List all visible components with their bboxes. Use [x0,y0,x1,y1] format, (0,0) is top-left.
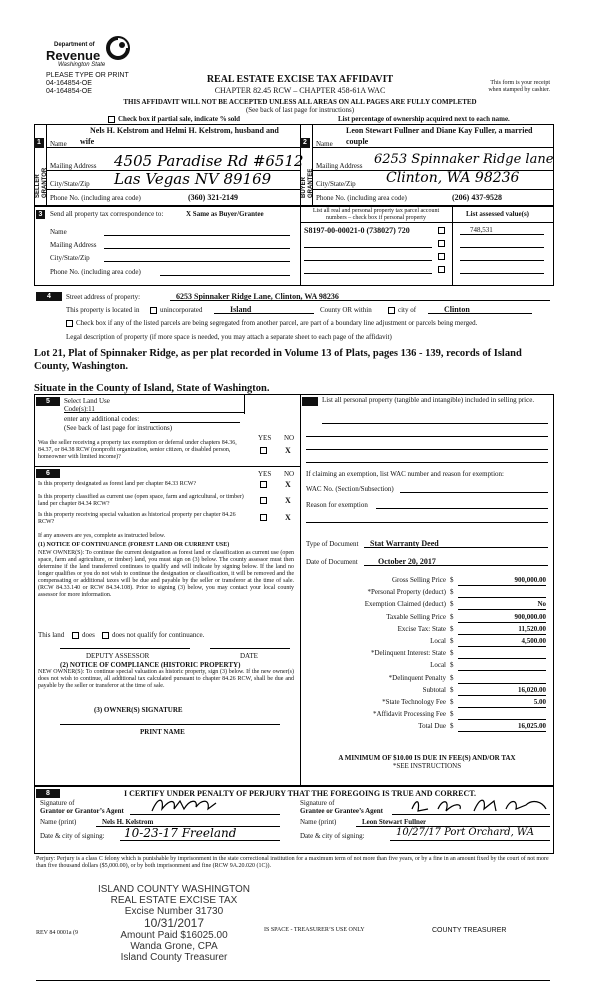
if-any-yes-text: If any answers are yes, complete as instructed below. [38,533,166,539]
seller-name-1: Nels H. Kelstrom and Helmi H. Kelstrom, husband and [90,126,279,135]
property-street: 6253 Spinnaker Ridge Lane, Clinton, WA 98236 [176,292,339,301]
tax-row-dollar-sign: $ [450,600,454,609]
dor-swirl-icon [106,36,130,60]
tax-row [300,598,550,610]
land-use-see-back: (See back of last page for instructions) [64,424,173,432]
stamp-line-1: ISLAND COUNTY WASHINGTON [97,884,251,895]
tax-row [300,574,550,586]
tax-row-label: Local [430,661,446,670]
tax-row-value: 900,000.00 [458,576,546,586]
tax-row-label: *Affidavit Processing Fee [373,710,446,719]
tax-row-value: 900,000.00 [458,613,546,623]
section-4-tag: 4 [36,292,62,301]
exemption-question: Was the seller receiving a property tax exemption or deferral under chapters 84.36, 84.37, or 84.38 RCW (nonprofit organization, senior citizen, or disabled person, homeowner with limited income)? [38,440,237,460]
tax-row [300,586,550,598]
notice-1-body: NEW OWNER(S): To continue the current designation as forest land or classification as current use (open space, farm and agriculture, or timber) land, you must sign on (3) below. The county assessor must then determine if the land transferred continues to qualify and will indicate by signing below. If the land no longer qualifies or you do not wish to continue the designation or classification, it will be removed and the compensating or additional taxes will be due and payable by the seller or transferor at the time of sale. (RCW 84.33.140 or RCW 84.34.108). Prior to signing (3) below, you may contact your local county assessor for more information. [38,550,294,598]
grantor-date-city: 10-23-17 Freeland [124,826,237,840]
doc-date-label: Date of Document [306,558,358,566]
tax-row-label: Gross Selling Price [391,576,446,584]
tax-row [300,635,550,647]
stamp-line-2: REAL ESTATE EXCISE TAX [110,895,238,906]
does-not-label: does not qualify for continuance. [112,631,205,639]
county-treasurer-label: COUNTY TREASURER [432,927,507,934]
tax-row-value: 4,500.00 [458,637,546,647]
legal-description-1: Lot 21, Plat of Spinnaker Ridge, as per plat recorded in Volume 13 of Plats, pages 136 - 139, records of Island [34,348,522,359]
stamp-line-7: Island County Treasurer [120,952,228,963]
doc-type-label: Type of Document [306,540,359,548]
corr-name-label: Name [50,228,67,236]
tax-row-label: Excise Tax: State [397,624,446,633]
notice-1-title: (1) NOTICE OF CONTINUANCE (FOREST LAND OR CURRENT USE) [38,542,230,548]
current-use-answer: X [285,496,291,505]
doc-date: October 20, 2017 [378,557,436,566]
stamp-line-5: Amount Paid $16025.00 [120,930,228,941]
unincorporated-label: unincorporated [160,306,203,314]
section-3-tag: 3 [36,210,45,219]
forest-land-yes-checkbox[interactable] [260,481,267,488]
historic-question: Is this property receiving special valuation as historical property per chapter 84.26 RCW? [38,512,236,525]
segregated-checkbox[interactable] [66,320,73,327]
s6-yes-header: YES [258,470,272,478]
buyer-phone: (206) 437-9528 [452,193,502,202]
treasurer-use-only: IS SPACE - TREASURER’S USE ONLY [264,927,365,933]
notice-2-title: (2) NOTICE OF COMPLIANCE (HISTORIC PROPERTY) [60,661,241,669]
city-of-checkbox[interactable] [388,307,395,314]
exemption-yes-checkbox[interactable] [260,447,267,454]
section-8-tag: 8 [36,789,60,798]
receipt-note-2: when stamped by cashier. [488,87,550,93]
tax-row-value: 16,020.00 [458,686,546,696]
tax-row [300,708,550,720]
see-instructions-text: *SEE INSTRUCTIONS [392,762,462,770]
tax-row-value [458,649,546,659]
does-not-checkbox[interactable] [102,632,109,639]
partial-sale-label: Check box if partial sale, indicate % [118,115,227,123]
seller-phone: (360) 321-2149 [188,193,238,202]
tax-row [300,672,550,684]
form-chapter: CHAPTER 82.45 RCW – CHAPTER 458-61A WAC [214,86,386,95]
tax-row-dollar-sign: $ [450,722,454,731]
seller-city: Las Vegas NV 89169 [114,170,272,188]
parcel-personal-checkbox-1[interactable] [438,227,445,234]
tax-table [300,574,550,734]
land-use-no-header: NO [284,434,295,442]
list-percentage-label: List percentage of ownership acquired next to each name. [338,115,510,123]
stamp-line-6: Wanda Grone, CPA [130,941,218,952]
owner-signature-label: (3) OWNER(S) SIGNATURE [94,706,183,714]
tax-row-dollar-sign: $ [450,576,454,584]
s6-no-header: NO [284,470,295,478]
grantor-name: Nels H. Kelstrom [102,818,154,826]
partial-sold-label: sold [228,115,241,123]
seller-city-label: City/State/Zip [50,180,90,188]
tax-row-dollar-sign: $ [450,685,454,694]
minimum-due-text: A MINIMUM OF $10.00 IS DUE IN FEE(S) AND/OR TAX [338,754,516,762]
city-of-label: city of [398,306,417,314]
tax-row-dollar-sign: $ [450,673,454,682]
tax-row-value: 5.00 [458,698,546,708]
current-use-question: Is this property classified as current use (open space, farm and agricultural, or timber) land per chapter 84.34 RCW? [38,494,244,507]
tax-row-value: No [458,600,546,610]
corr-phone-label: Phone No. (including area code) [50,268,141,276]
unincorporated-checkbox[interactable] [150,307,157,314]
tax-row-label: *Delinquent Interest: State [370,649,446,658]
tax-row-label: *Personal Property (deduct) [367,588,446,597]
buyer-side-label: BUYER GRANTEE [301,168,314,198]
parcel-personal-checkbox-3[interactable] [438,253,445,260]
buyer-address-label: Mailing Address [316,162,363,170]
certify-text: I CERTIFY UNDER PENALTY OF PERJURY THAT THE FOREGOING IS TRUE AND CORRECT. [123,789,476,798]
seller-address-label: Mailing Address [50,162,97,170]
doc-type: Stat Warranty Deed [370,539,439,548]
section-5-tag: 5 [36,397,60,406]
please-type: PLEASE TYPE OR PRINT [46,72,129,79]
tax-row-value [458,710,546,720]
legal-label: Legal description of property (if more space is needed, you may attach a separate sheet to each page of the affidavit) [66,333,392,341]
tax-row [300,659,550,671]
additional-codes-label: enter any additional codes: [64,415,140,423]
tax-row-label: *Delinquent Penalty [388,673,446,682]
tax-row [300,623,550,635]
agency-dept: Department of [54,42,95,48]
parcel-header: List all real and personal property tax parcel account numbers – check box if personal property [312,208,440,221]
grantee-date-label: Date & city of signing: [300,832,365,840]
parcel-personal-checkbox-2[interactable] [438,240,445,247]
tax-row-dollar-sign: $ [450,661,454,670]
grantor-signature [150,795,230,815]
buyer-name-1: Leon Stewart Fullner and Diane Kay Fuller, a married [346,126,533,135]
section-6-tag: 6 [36,469,60,478]
tax-row [300,684,550,696]
grantee-signature [410,795,550,815]
seller-name-2: wife [80,137,95,146]
located-text: This property is located in [66,306,140,314]
section-1-tag: 1 [34,138,44,148]
deputy-assessor-label: DEPUTY ASSESSOR [86,652,150,660]
print-name-label: PRINT NAME [140,728,185,736]
rev-form-number: REV 84 0001a (9 [36,930,79,936]
historic-yes-checkbox[interactable] [260,514,267,521]
tax-row-label: Total Due [418,722,446,731]
stamp-line-4: 10/31/2017 [143,916,205,930]
corr-mailing-label: Mailing Address [50,241,97,249]
section-2-tag: 2 [300,138,310,148]
seller-side-label: SELLER GRANTOR [35,167,48,198]
buyer-city-label: City/State/Zip [316,180,356,188]
property-city: Clinton [444,305,470,314]
parcel-personal-checkbox-4[interactable] [438,266,445,273]
grantor-sig-label-2: Grantor or Grantor’s Agent [40,807,124,815]
tax-row-value [458,674,546,684]
historic-answer: X [285,513,291,522]
tax-row-value [458,588,546,598]
grantee-sig-label-1: Signature of [300,799,335,807]
legal-description-2: County, Washington. [34,361,129,372]
grantee-sig-label-2: Grantee or Grantee’s Agent [300,807,384,815]
agency-name: Revenue [46,48,101,63]
buyer-name-label: Name [316,140,333,148]
parcel-number: S8197-00-00021-0 (738027) 720 [304,226,410,235]
property-county: Island [230,305,252,314]
warning-text: THIS AFFIDAVIT WILL NOT BE ACCEPTED UNLESS ALL AREAS ON ALL PAGES ARE FULLY COMPLETED [123,98,477,106]
seller-name-label: Name [50,140,67,148]
notice-2-body: NEW OWNER(S): To continue special valuation as historic property, sign (3) below. If the new owner(s) does not wish to continue, all additional tax calculated pursuant to chapter 84.26 RCW, shall be due and payable by the seller or transferor at the time of sale. [38,669,294,689]
tax-row-label: Local [430,637,446,645]
perjury-text: Perjury: Perjury is a class C felony which is punishable by imprisonment in the state correctional institution for a maximum term of not more than five years, or by a fine in an amount fixed by the court of not more than five thousand dollars ($5,000.00), or by both imprisonment and fine (RCW 9A.20.020 (1C)). [36,856,549,869]
forest-land-question: Is this property designated as forest land per chapter 84.33 RCW? [38,481,197,487]
grantee-name-label: Name (print) [300,818,337,826]
forest-land-answer: X [285,480,291,489]
select-land-use: Select Land Use [64,397,110,405]
buyer-address: 6253 Spinnaker Ridge lane [374,152,554,167]
does-label: does [82,631,95,639]
form-title: REAL ESTATE EXCISE TAX AFFIDAVIT [206,74,394,85]
street-label: Street address of property: [66,293,141,301]
tax-row-label: *State Technology Fee [382,698,446,706]
tax-row [300,611,550,623]
tax-row-value: 11,520.00 [458,625,546,635]
exemption-answer: X [285,446,291,455]
tax-row [300,696,550,708]
tax-row [300,720,550,732]
tax-row-dollar-sign: $ [450,637,454,645]
buyer-city: Clinton, WA 98236 [386,170,520,186]
receipt-note-1: This form is your receipt [490,80,550,86]
wac-label: WAC No. (Section/Subsection) [306,485,394,493]
grantor-sig-label-1: Signature of [40,799,75,807]
grantee-date-city: 10/27/17 Port Orchard, WA [396,827,534,838]
exemption-claim-label: If claiming an exemption, list WAC number and reason for exemption: [306,470,504,478]
form-number-1: 04-164854-OE [46,80,92,87]
tax-row-dollar-sign: $ [450,588,454,597]
correspondence-same-as: X Same as Buyer/Grantee [186,210,264,218]
reason-label: Reason for exemption [306,501,368,509]
buyer-name-2: couple [346,137,369,146]
tax-row-label: Exemption Claimed (deduct) [364,600,446,609]
situate-text: Situate in the County of Island, State of Washington. [34,383,270,394]
tax-row-label: Taxable Selling Price [386,612,446,621]
county-or-label: County OR within [320,306,372,314]
land-use-yes-header: YES [258,434,272,442]
see-back-text: (See back of last page for instructions) [245,106,355,114]
agency-state: Washington State [58,62,106,68]
seller-phone-label: Phone No. (including area code) [50,194,141,202]
revenue-logo [46,36,136,66]
deputy-date-label: DATE [240,652,258,660]
buyer-phone-label: Phone No. (including area code) [316,194,407,202]
personal-property-label: List all personal property (tangible and intangible) included in selling price. [322,396,535,404]
tax-row-dollar-sign: $ [450,710,454,719]
form-number-2: 04-164854-OE [46,88,92,95]
tax-row-dollar-sign: $ [450,612,454,621]
this-land-label: This land [38,631,65,639]
tax-row-dollar-sign: $ [450,698,454,706]
grantor-name-label: Name (print) [40,818,77,826]
section-7-tag [302,397,318,406]
does-checkbox[interactable] [72,632,79,639]
correspondence-label: Send all property tax correspondence to: [50,210,164,218]
tax-row-label: Subtotal [422,685,446,694]
grantor-date-label: Date & city of signing: [40,832,105,840]
land-use-codes: Code(s):11 [64,405,95,413]
segregated-label: Check box if any of the listed parcels are being segregated from another parcel, are part of a boundary line adjustment or parcels being merged. [76,319,478,327]
grantee-name: Leon Stewart Fullner [362,818,427,826]
tax-row [300,647,550,659]
current-use-yes-checkbox[interactable] [260,497,267,504]
assessed-header: List assessed value(s) [466,210,530,218]
tax-row-value: 16,025.00 [458,722,546,732]
tax-row-dollar-sign: $ [450,649,454,658]
tax-row-dollar-sign: $ [450,624,454,633]
seller-address: 4505 Paradise Rd #6512 [114,152,304,170]
corr-city-label: City/State/Zip [50,254,90,262]
partial-sale-checkbox[interactable] [108,116,115,123]
assessed-value: 748,531 [470,226,493,234]
treasurer-stamp [84,884,264,963]
tax-row-value [458,661,546,671]
stamp-line-3: Excise Number 31730 [124,906,224,917]
